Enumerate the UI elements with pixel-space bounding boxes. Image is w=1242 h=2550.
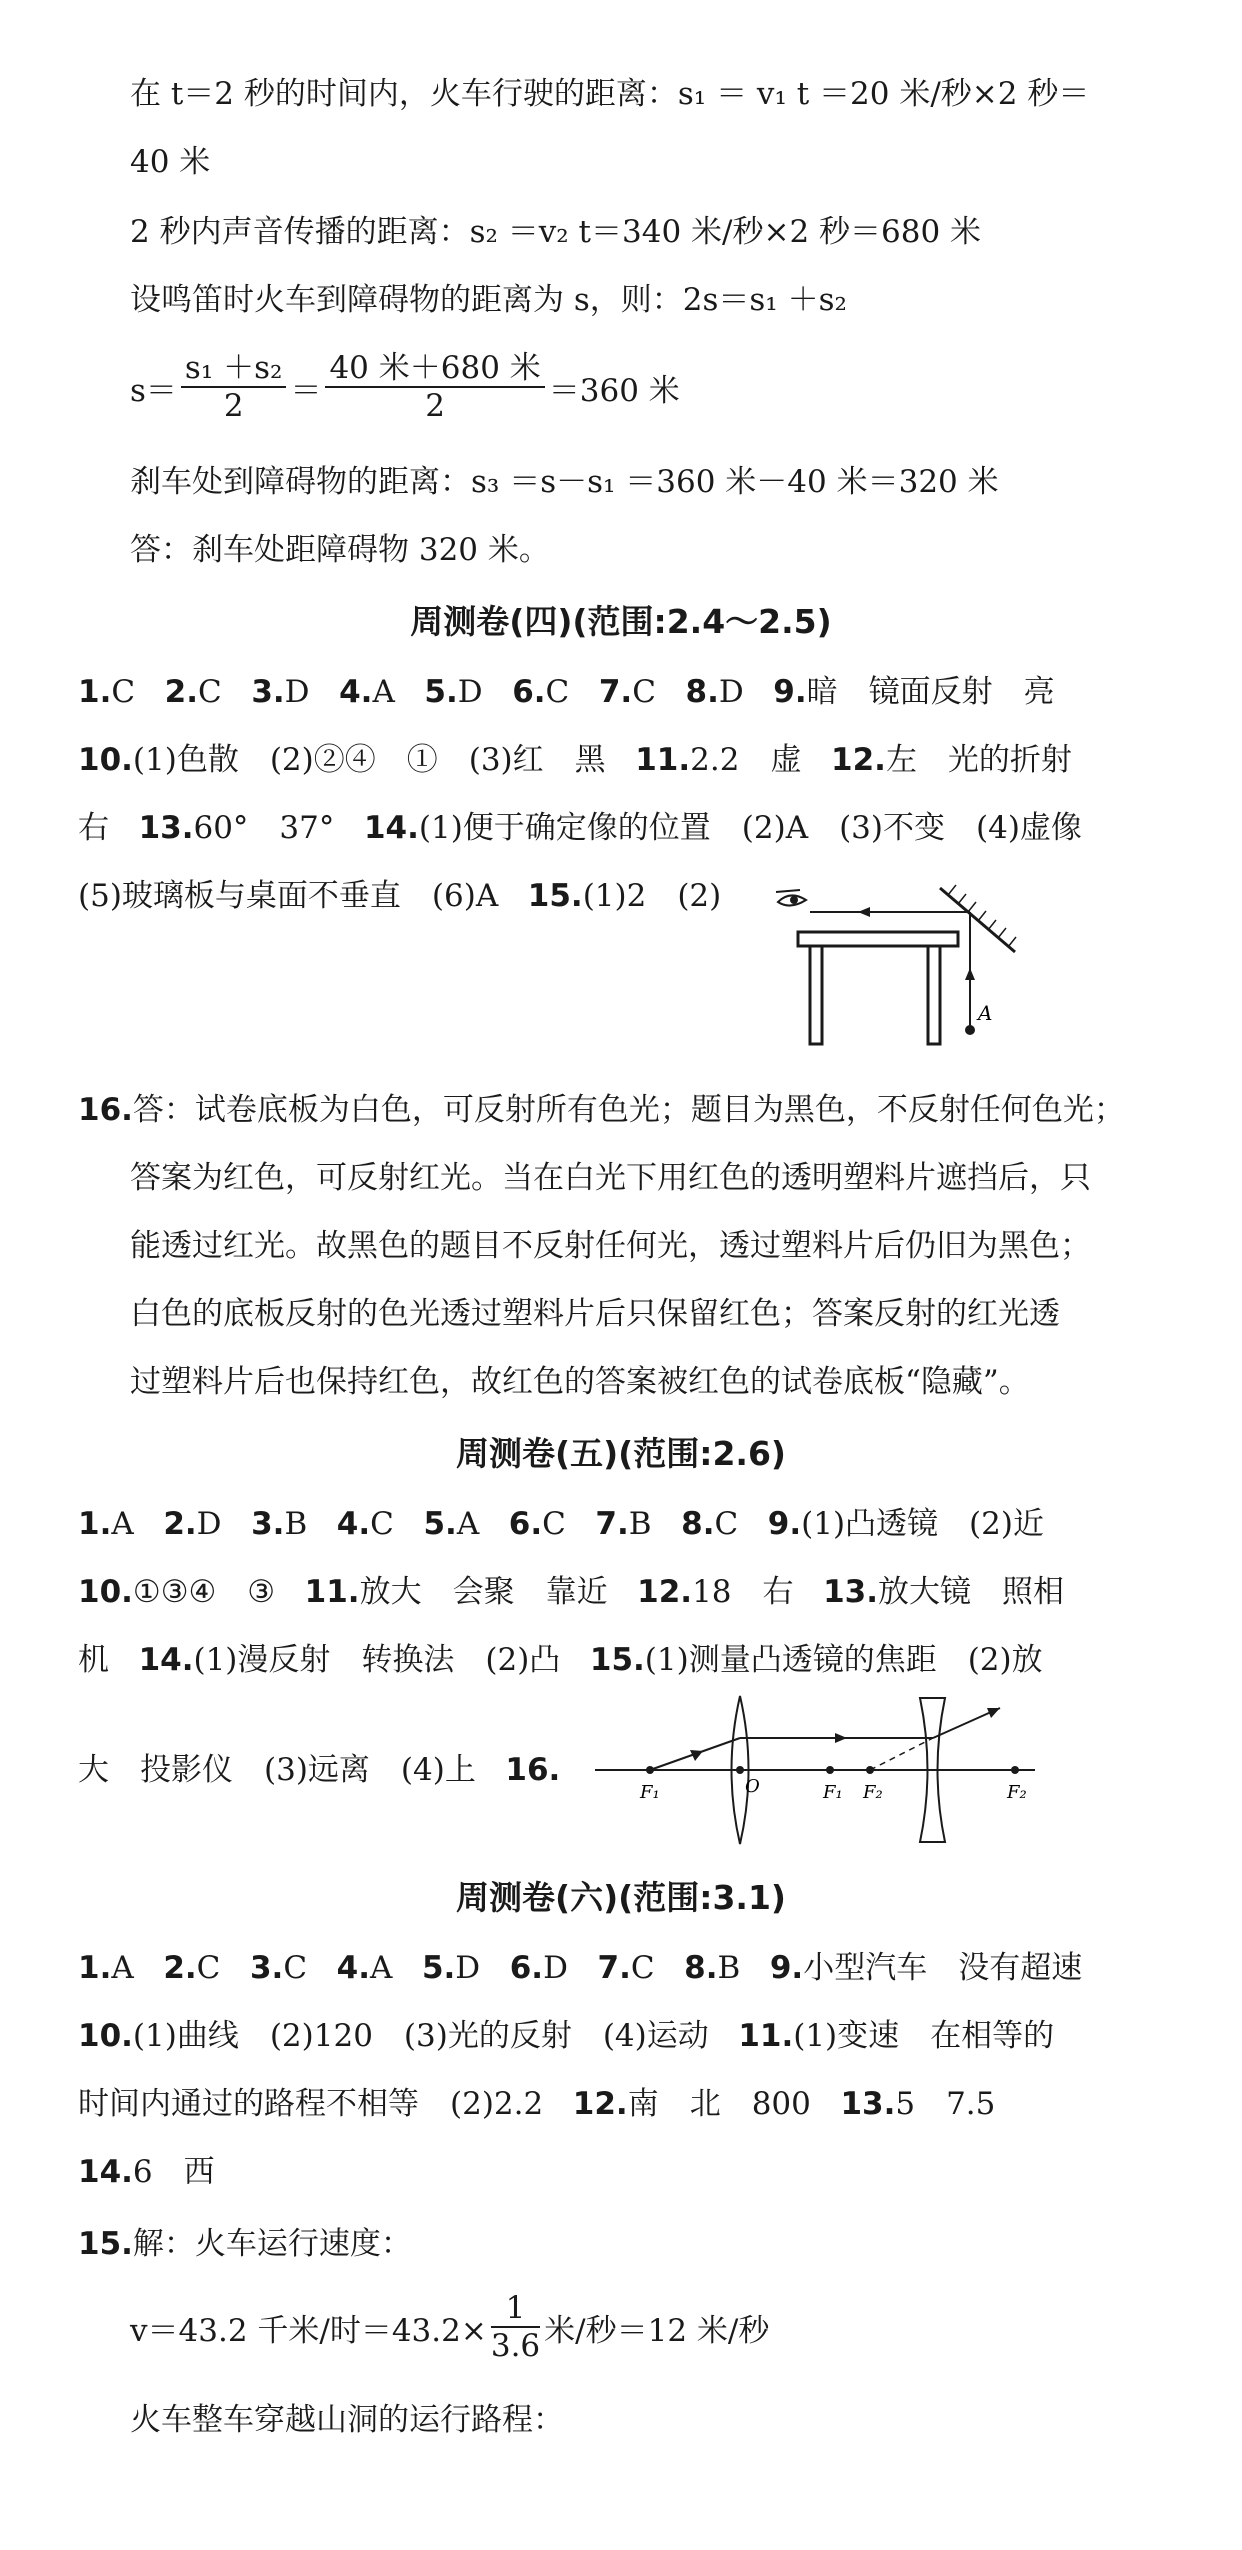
answer: 6 西 <box>132 2154 215 2190</box>
numerator: s₁ ＋s₂ <box>181 350 287 388</box>
eq-part: ＝ <box>290 372 322 409</box>
q-num: 16. <box>78 1092 133 1128</box>
answer: (1)凸透镜 (2)近 <box>801 1506 1044 1542</box>
eq-part: s＝ <box>130 372 177 409</box>
answer: 60° 37° <box>193 810 335 846</box>
answer: C <box>283 1950 308 1986</box>
q-num: 14. <box>78 2154 133 2190</box>
text-line: 白色的底板反射的色光透过塑料片后只保留红色；答案反射的红光透 <box>130 1296 1060 1332</box>
answer: B <box>717 1950 741 1986</box>
fraction <box>491 2290 540 2364</box>
text-line: 能透过红光。故黑色的题目不反射任何光，透过塑料片后仍旧为黑色； <box>130 1228 1091 1264</box>
lens-ray-figure <box>595 1688 1040 1848</box>
q-num: 7. <box>595 1506 629 1542</box>
fraction <box>325 350 544 424</box>
answer: 大 投影仪 (3)远离 (4)上 <box>78 1752 476 1788</box>
answer-row <box>78 1638 1043 1682</box>
answer: (1)测量凸透镜的焦距 (2)放 <box>644 1642 1043 1678</box>
q-num: 10. <box>78 2018 133 2054</box>
text-line: 火车整车穿越山洞的运行路程： <box>130 2402 564 2438</box>
q-num: 5. <box>421 1950 456 1986</box>
answer: C <box>198 674 222 710</box>
answer: C <box>630 1950 655 1986</box>
q-num: 4. <box>336 1950 370 1986</box>
answer: D <box>457 674 483 710</box>
q-num: 2. <box>163 1506 197 1542</box>
q-num: 13. <box>823 1574 878 1610</box>
q-num: 8. <box>684 1950 718 1986</box>
q-num: 6. <box>512 674 546 710</box>
q-num: 9. <box>767 1506 802 1542</box>
answer: A <box>111 1506 134 1542</box>
answer: C <box>111 674 136 710</box>
answer-row <box>78 1570 1064 1614</box>
answer: C <box>370 1506 394 1542</box>
text-line: 在 t＝2 秒的时间内，火车行驶的距离：s₁ ＝ v₁ t ＝20 米/秒×2 秒＝ <box>130 76 1090 112</box>
text-line: 设鸣笛时火车到障碍物的距离为 s，则：2s＝s₁ ＋s₂ <box>130 282 847 318</box>
numerator: 40 米＋680 米 <box>325 350 544 388</box>
q-num: 11. <box>738 2018 794 2054</box>
answer-row <box>78 1088 1125 1132</box>
q-num: 13. <box>138 810 194 846</box>
q-num: 4. <box>336 1506 371 1542</box>
answer: 南 北 800 <box>627 2086 811 2122</box>
answer: D <box>718 674 744 710</box>
label-a: A <box>978 1001 993 1025</box>
q-num: 1. <box>78 1950 112 1986</box>
answer: 左 光的折射 <box>885 742 1072 778</box>
label-f2: F₂ <box>1007 1782 1027 1803</box>
denominator: 2 <box>223 388 244 424</box>
answer-row <box>78 738 1072 782</box>
text-line: 2 秒内声音传播的距离：s₂ ＝v₂ t＝340 米/秒×2 秒＝680 米 <box>130 214 982 250</box>
q-num: 16. <box>505 1752 561 1788</box>
q-num: 9. <box>773 674 807 710</box>
answer: 答：试卷底板为白色，可反射所有色光；题目为黑色，不反射任何色光； <box>132 1092 1125 1128</box>
answer: 解：火车运行速度： <box>132 2226 412 2262</box>
answer: A <box>456 1506 480 1542</box>
answer: (1)漫反射 转换法 (2)凸 <box>193 1642 561 1678</box>
answer: C <box>632 674 656 710</box>
q-num: 2. <box>163 1950 197 1986</box>
q-num: 7. <box>598 674 633 710</box>
q-num: 8. <box>681 1506 715 1542</box>
answer: C <box>542 1506 566 1542</box>
q-num: 3. <box>249 1950 284 1986</box>
denominator: 3.6 <box>490 2328 541 2364</box>
answer: ①③④ ③ <box>132 1574 276 1610</box>
fraction-equation <box>130 350 680 424</box>
q-num: 11. <box>304 1574 360 1610</box>
answer: 小型汽车 没有超速 <box>803 1950 1083 1986</box>
q-num: 9. <box>769 1950 804 1986</box>
answer-row <box>78 1748 560 1792</box>
answer-row <box>78 2222 412 2266</box>
fraction <box>181 350 287 424</box>
answer: D <box>284 674 310 710</box>
q-num: 10. <box>78 742 133 778</box>
answer: (1)变速 在相等的 <box>793 2018 1055 2054</box>
q-num: 2. <box>164 674 199 710</box>
q-num: 1. <box>78 674 112 710</box>
answer: D <box>196 1506 222 1542</box>
answer: (1)2 (2) <box>582 878 722 914</box>
answer: 5 7.5 <box>895 2086 996 2122</box>
numerator: 1 <box>491 2290 540 2328</box>
answer: 暗 镜面反射 亮 <box>806 674 1055 710</box>
q-num: 10. <box>78 1574 133 1610</box>
answer: 2.2 虚 <box>690 742 802 778</box>
answer: A <box>111 1950 134 1986</box>
answer-row <box>78 806 1082 850</box>
answer-row <box>78 2150 215 2194</box>
answer: (1)便于确定像的位置 (2)A (3)不变 (4)虚像 <box>418 810 1082 846</box>
text-line: 40 米 <box>130 144 211 180</box>
answer: A <box>372 674 395 710</box>
q-num: 5. <box>423 1506 457 1542</box>
section-title: 周测卷(六)(范围:3.1) <box>456 1878 786 1917</box>
q-num: 12. <box>572 2086 628 2122</box>
q-num: 15. <box>589 1642 645 1678</box>
label-o: O <box>745 1776 760 1797</box>
q-num: 15. <box>527 878 583 914</box>
text-line: 答：刹车处距障碍物 320 米。 <box>130 532 550 568</box>
answer: (1)色散 (2)②④ ① (3)红 黑 <box>132 742 606 778</box>
section-title: 周测卷(五)(范围:2.6) <box>456 1434 786 1473</box>
answer: C <box>714 1506 739 1542</box>
q-num: 1. <box>78 1506 112 1542</box>
label-f1: F₁ <box>640 1782 660 1803</box>
denominator: 2 <box>425 388 445 424</box>
answer: D <box>543 1950 568 1986</box>
answer: 右 <box>78 810 109 846</box>
mirror-reflection-figure <box>770 880 1030 1055</box>
answer-row <box>78 1946 1082 1990</box>
eq-part: 米/秒＝12 米/秒 <box>544 2312 770 2349</box>
answer-row <box>78 670 1055 714</box>
q-num: 14. <box>363 810 419 846</box>
q-num: 13. <box>840 2086 896 2122</box>
answer-row <box>78 1502 1044 1546</box>
q-num: 6. <box>509 1950 544 1986</box>
answer: D <box>455 1950 481 1986</box>
q-num: 7. <box>597 1950 631 1986</box>
section-title: 周测卷(四)(范围:2.4～2.5) <box>410 602 832 641</box>
answer: B <box>628 1506 652 1542</box>
q-num: 8. <box>685 674 719 710</box>
answer: (5)玻璃板与桌面不垂直 (6)A <box>78 878 499 914</box>
answer: 机 <box>78 1642 109 1678</box>
q-num: 4. <box>339 674 373 710</box>
answer: C <box>545 674 570 710</box>
q-num: 3. <box>251 674 285 710</box>
answer: C <box>196 1950 221 1986</box>
answer: 时间内通过的路程不相等 (2)2.2 <box>78 2086 544 2122</box>
q-num: 14. <box>138 1642 194 1678</box>
text-line: 答案为红色，可反射红光。当在白光下用红色的透明塑料片遮挡后，只 <box>130 1160 1091 1196</box>
q-num: 5. <box>424 674 458 710</box>
answer: A <box>369 1950 393 1986</box>
text-line: 刹车处到障碍物的距离：s₃ ＝s－s₁ ＝360 米－40 米＝320 米 <box>130 464 999 500</box>
eq-part: ＝360 米 <box>548 372 680 409</box>
q-num: 15. <box>78 2226 133 2262</box>
answer-row <box>78 2082 995 2126</box>
q-num: 12. <box>831 742 886 778</box>
eq-part: v＝43.2 千米/时＝43.2× <box>130 2312 487 2349</box>
label-f1: F₁ <box>823 1782 843 1803</box>
answer: 18 右 <box>692 1574 794 1610</box>
velocity-equation <box>130 2290 769 2364</box>
q-num: 6. <box>508 1506 543 1542</box>
q-num: 11. <box>635 742 691 778</box>
answer: 放大镜 照相 <box>878 1574 1064 1610</box>
answer-row <box>78 874 721 918</box>
answer: B <box>284 1506 308 1542</box>
q-num: 3. <box>251 1506 285 1542</box>
label-f2: F₂ <box>863 1782 883 1803</box>
answer-row <box>78 2014 1054 2058</box>
answer: 放大 会聚 靠近 <box>359 1574 608 1610</box>
text-line: 过塑料片后也保持红色，故红色的答案被红色的试卷底板“隐藏”。 <box>130 1364 1030 1400</box>
q-num: 12. <box>637 1574 693 1610</box>
answer: (1)曲线 (2)120 (3)光的反射 (4)运动 <box>132 2018 709 2054</box>
